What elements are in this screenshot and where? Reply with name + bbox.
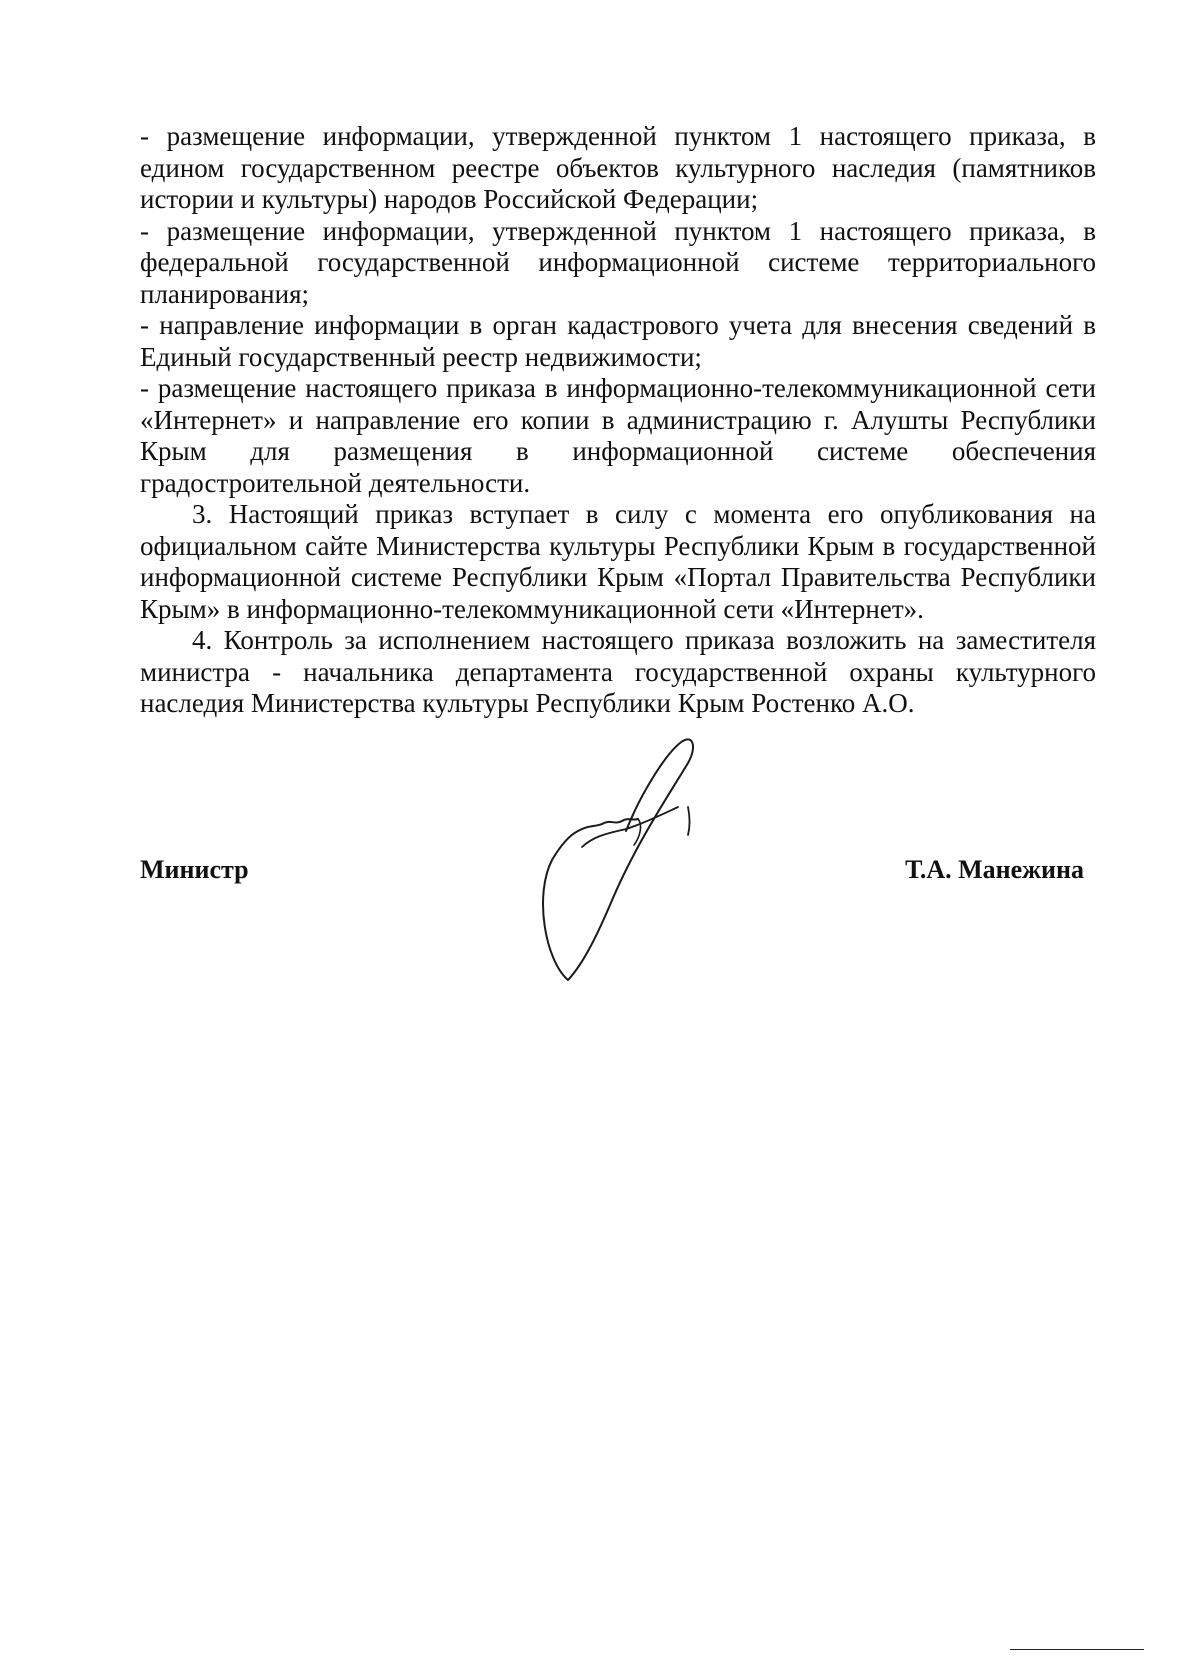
signatory-title: Министр bbox=[140, 855, 249, 884]
signatory-name: Т.А. Манежина bbox=[905, 855, 1084, 884]
footer-rule bbox=[1010, 1649, 1144, 1650]
handwritten-signature bbox=[540, 735, 720, 995]
document-body bbox=[140, 121, 1096, 720]
bullet-internet-publication: - размещение настоящего приказа в информационно-телекоммуникационной сети «Интернет» и направление его копии в администрацию г. Алушты Республики Крым для размещения в информационной системе обеспечения градостроительной деятельности. bbox=[140, 373, 1096, 498]
clause-3: 3. Настоящий приказ вступает в силу с момента его опубликования на официальном сайте Министерства культуры Республики Крым в государственной информационной системе Республики Крым «Портал Правительства Республики Крым» в информационно-телекоммуникационной сети «Интернет». bbox=[140, 499, 1096, 624]
clause-4: 4. Контроль за исполнением настоящего приказа возложить на заместителя министра - начальника департамента государственной охраны культурного наследия Министерства культуры Республики Крым Ростенко А.О. bbox=[140, 625, 1096, 718]
bullet-cadastre: - направление информации в орган кадастрового учета для внесения сведений в Единый государственный реестр недвижимости; bbox=[140, 310, 1096, 372]
bullet-registry: - размещение информации, утвержденной пунктом 1 настоящего приказа, в едином государственном реестре объектов культурного наследия (памятников истории и культуры) народов Российской Федерации; bbox=[140, 121, 1096, 214]
bullet-planning-system: - размещение информации, утвержденной пунктом 1 настоящего приказа, в федеральной государственной информационной системе территориального планирования; bbox=[140, 215, 1096, 309]
